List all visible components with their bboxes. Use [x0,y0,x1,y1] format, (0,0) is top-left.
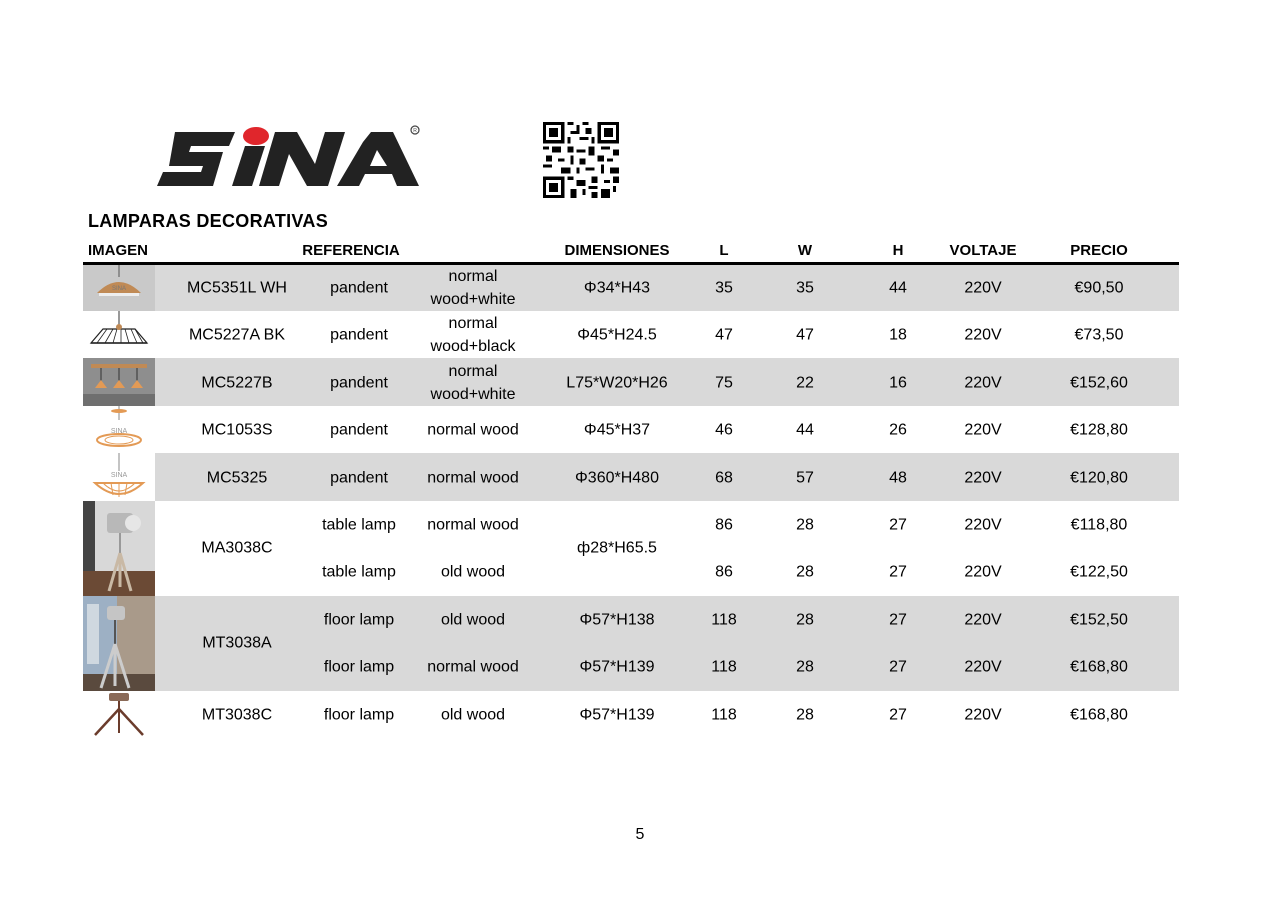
product-length: 47 [715,326,733,344]
product-voltage: 220V [964,469,1002,487]
page-number: 5 [635,826,645,843]
product-thumbnail [83,265,155,311]
header-referencia: REFERENCIA [302,242,400,259]
wood-ring-pendant-photo-icon [83,406,155,453]
product-height: 48 [889,469,907,487]
product-height: 27 [889,611,907,629]
product-voltage: 220V [964,563,1002,581]
product-price: €73,50 [1074,326,1124,344]
product-width: 28 [796,706,814,724]
product-voltage: 220V [964,279,1002,297]
product-width: 22 [796,374,814,392]
product-thumbnail [83,596,155,691]
product-dimensions: Φ34*H43 [583,279,651,297]
product-material: normal wood [427,658,519,676]
product-dimensions: Φ57*H139 [579,706,655,724]
product-dimensions: Φ57*H139 [579,658,655,676]
product-width: 44 [796,421,814,439]
product-dimensions: Φ45*H37 [583,421,651,439]
product-length: 68 [715,469,733,487]
product-voltage: 220V [964,611,1002,629]
header-h: H [892,242,904,259]
product-height: 27 [889,563,907,581]
product-price: €118,80 [1070,516,1128,534]
product-thumbnail [83,406,155,453]
product-thumbnail [83,311,155,358]
product-length: 118 [711,706,737,724]
wood-pendant-lamp-photo-icon [83,265,155,311]
wood-bowl-pendant-photo-icon [83,453,155,501]
product-type: pandent [330,469,388,487]
product-price: €152,50 [1070,611,1128,629]
product-material: normal wood [427,421,519,439]
table-spotlight-photo-icon [83,501,155,596]
product-material: normal wood [427,516,519,534]
product-material: normal wood+white [430,268,516,308]
sina-logo [157,122,422,192]
product-material: normal wood [427,469,519,487]
product-code: MC5227A BK [188,326,286,344]
black-wire-pendant-photo-icon [83,311,155,358]
product-height: 27 [889,658,907,676]
product-code: MC5227B [201,374,273,392]
product-thumbnail [83,691,155,738]
product-price: €168,80 [1070,658,1128,676]
product-length: 75 [715,374,733,392]
product-height: 44 [889,279,907,297]
product-height: 26 [889,421,907,439]
product-width: 57 [796,469,814,487]
product-voltage: 220V [964,516,1002,534]
product-price: €90,50 [1074,279,1124,297]
product-width: 28 [796,516,814,534]
product-type: floor lamp [323,658,395,676]
product-height: 18 [889,326,907,344]
product-type: floor lamp [323,611,395,629]
product-code: MT3038A [202,634,272,652]
product-width: 28 [796,563,814,581]
product-dimensions: ф28*H65.5 [577,539,657,557]
product-type: table lamp [322,516,396,534]
header-dimensiones: DIMENSIONES [564,242,670,259]
product-type: pandent [330,279,388,297]
product-height: 27 [889,706,907,724]
product-code: MC5325 [206,469,268,487]
product-length: 118 [711,611,737,629]
product-dimensions: Φ45*H24.5 [577,326,657,344]
product-voltage: 220V [964,374,1002,392]
product-dimensions: Φ57*H138 [579,611,655,629]
product-dimensions: L75*W20*H26 [566,374,668,392]
header-precio: PRECIO [1070,242,1128,259]
tripod-floor-lamp-photo-icon [83,691,155,738]
product-width: 47 [796,326,814,344]
product-width: 28 [796,658,814,676]
product-length: 118 [711,658,737,676]
svg-text:SINA: SINA [110,472,128,479]
product-price: €128,80 [1070,421,1128,439]
floor-spotlight-photo-icon [83,596,155,691]
product-type: floor lamp [323,706,395,724]
product-length: 86 [715,563,733,581]
header-l: L [719,242,729,259]
product-material: old wood [440,706,506,724]
header-imagen: IMAGEN [88,242,148,259]
product-type: pandent [330,421,388,439]
product-height: 16 [889,374,907,392]
header-voltaje: VOLTAJE [949,242,1017,259]
svg-text:SINA: SINA [111,286,127,292]
product-length: 35 [715,279,733,297]
product-thumbnail [83,358,155,406]
product-thumbnail [83,453,155,501]
product-width: 28 [796,611,814,629]
product-price: €152,60 [1070,374,1128,392]
header-w: W [797,242,813,259]
product-material: normal wood+white [430,363,516,403]
product-material: old wood [440,611,506,629]
triple-pendant-photo-icon [83,358,155,406]
svg-text:R: R [413,128,417,134]
product-voltage: 220V [964,421,1002,439]
product-thumbnail [83,501,155,596]
product-width: 35 [796,279,814,297]
product-price: €122,50 [1070,563,1128,581]
qr-code [543,122,619,198]
product-price: €168,80 [1070,706,1128,724]
product-length: 86 [715,516,733,534]
product-voltage: 220V [964,658,1002,676]
section-title: LAMPARAS DECORATIVAS [88,211,328,231]
product-material: normal wood+black [430,315,516,355]
product-type: pandent [330,374,388,392]
product-dimensions: Φ360*H480 [575,469,659,487]
product-code: MC1053S [201,421,273,439]
svg-text:SINA: SINA [110,428,128,435]
product-type: pandent [330,326,388,344]
product-voltage: 220V [964,706,1002,724]
product-price: €120,80 [1070,469,1128,487]
product-code: MT3038C [201,706,273,724]
product-code: MA3038C [201,539,273,557]
product-type: table lamp [322,563,396,581]
product-code: MC5351L WH [187,279,287,297]
product-voltage: 220V [964,326,1002,344]
product-material: old wood [440,563,506,581]
product-height: 27 [889,516,907,534]
product-length: 46 [715,421,733,439]
